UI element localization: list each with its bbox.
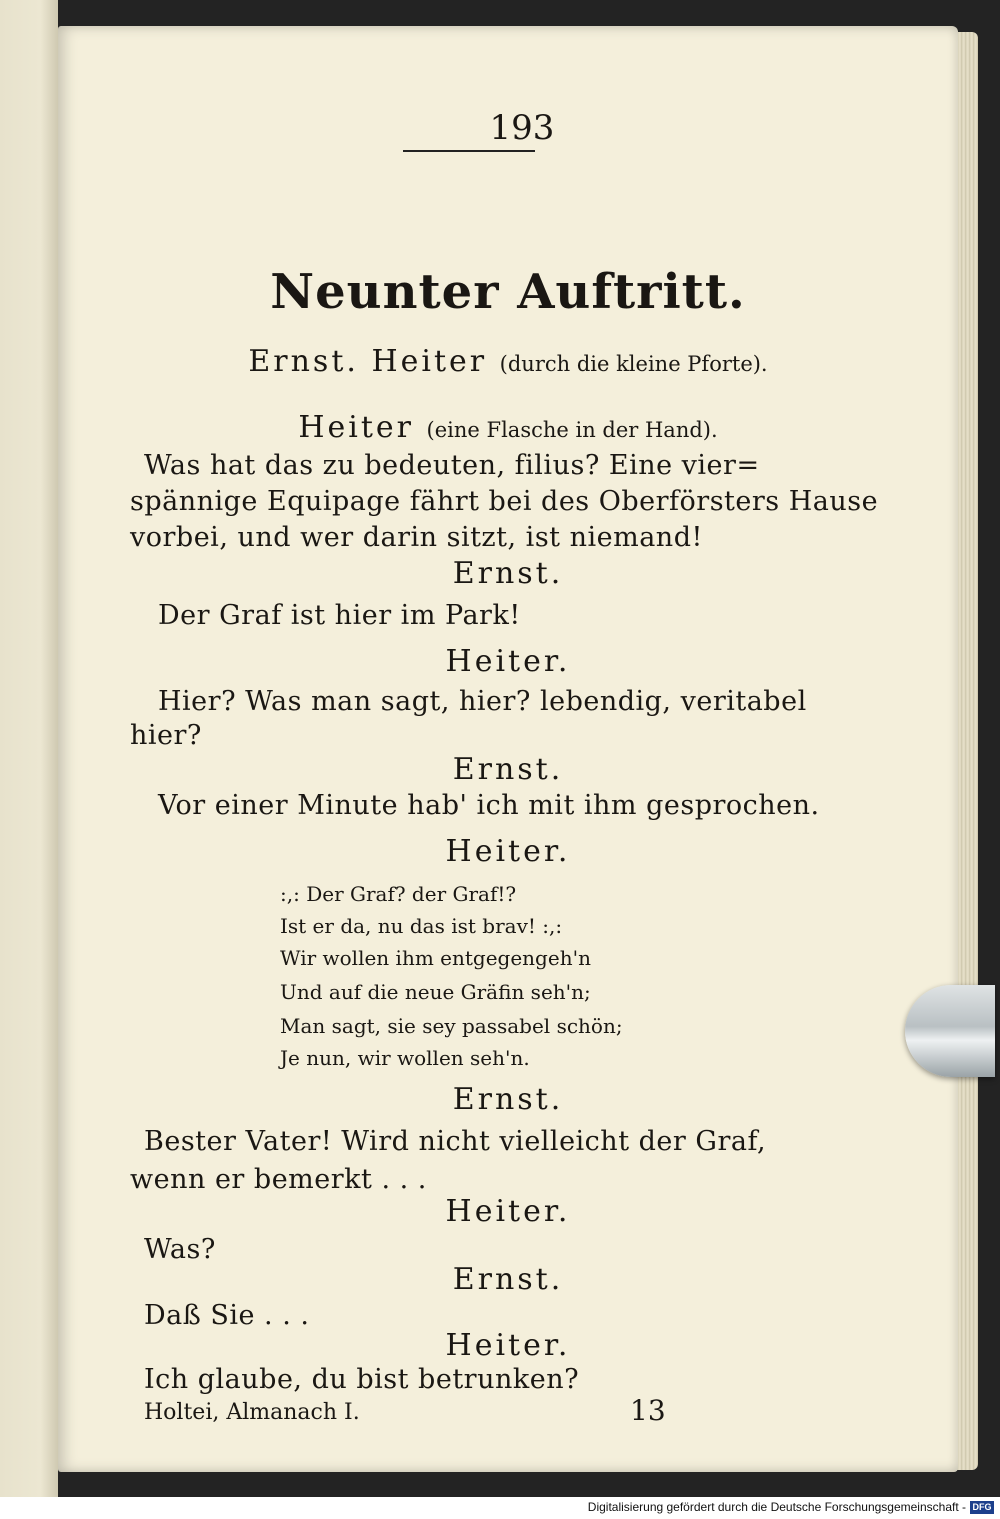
page-content [58,26,958,1472]
page-clip [905,985,995,1077]
funding-banner [0,1497,1000,1519]
scene-title: Neunter Auftritt. [270,264,746,320]
speaker-heading: Ernst. [452,752,564,787]
song-line: Ist er da, nu das ist brav! :,: [280,914,563,938]
dialogue-line: Ich glaube, du bist betrunken? [144,1364,580,1395]
dialogue-line: vorbei, und wer darin sitzt, ist niemand! [130,522,703,553]
footer-sheet-number: 13 [630,1394,666,1427]
speaker-name: Heiter [298,410,414,445]
song-line: Je nun, wir wollen seh'n. [280,1046,530,1070]
cast-names: Ernst. Heiter [248,344,488,379]
speaker-heading [58,410,958,445]
header-rule [403,150,535,152]
dfg-logo-icon: DFG [970,1501,994,1514]
speaker-heading: Ernst. [452,556,564,591]
speaker-heading: Ernst. [452,1082,564,1117]
left-page-edge [0,0,58,1497]
dialogue-line: Vor einer Minute hab' ich mit ihm gesprochen. [158,790,820,821]
dialogue-line: Hier? Was man sagt, hier? lebendig, veritabel [158,686,807,717]
funding-text: Digitalisierung gefördert durch die Deutsche Forschungsgemeinschaft - [587,1500,966,1514]
footer-signature: Holtei, Almanach I. [144,1400,360,1425]
dialogue-line: Was? [144,1234,216,1265]
speaker-heading: Heiter. [445,1194,571,1229]
dialogue-line: spännige Equipage fährt bei des Oberförsters Hause [130,486,879,517]
song-line: Man sagt, sie sey passabel schön; [280,1014,623,1038]
speaker-heading: Ernst. [452,1262,564,1297]
cast-line [58,344,958,379]
song-line: Und auf die neue Gräfin seh'n; [280,980,591,1004]
speaker-heading: Heiter. [445,644,571,679]
speaker-heading: Heiter. [445,834,571,869]
dialogue-line: Der Graf ist hier im Park! [158,600,521,631]
dialogue-line: wenn er bemerkt . . . [130,1164,427,1195]
dialogue-line: Was hat das zu bedeuten, filius? Eine vier= [144,450,760,481]
speaker-heading: Heiter. [445,1328,571,1363]
dialogue-line: hier? [130,720,202,751]
dialogue-line: Daß Sie . . . [144,1300,310,1331]
cast-direction: (durch die kleine Pforte). [499,352,768,376]
dialogue-line: Bester Vater! Wird nicht vielleicht der Graf, [144,1126,767,1157]
page-number: 193 [489,108,555,148]
stage-direction: (eine Flasche in der Hand). [426,418,718,442]
song-line: :,: Der Graf? der Graf!? [280,882,517,906]
song-line: Wir wollen ihm entgegengeh'n [280,946,591,970]
